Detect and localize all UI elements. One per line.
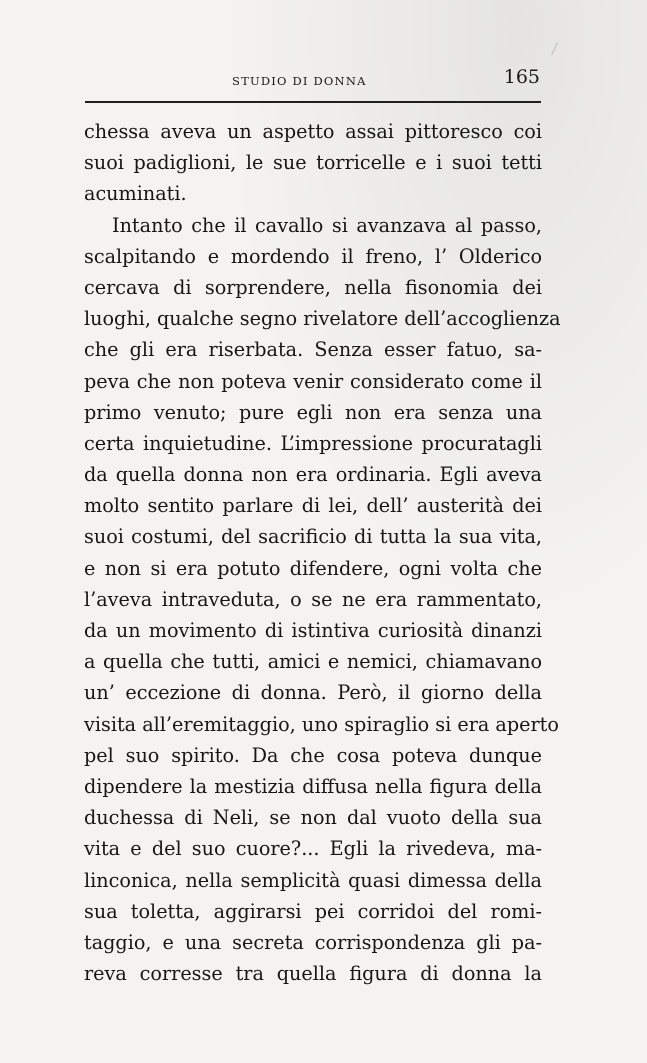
text-line: reva corresse tra quella figura di donna la <box>84 962 542 986</box>
text-line: a quella che tutti, amici e nemici, chiamavano <box>84 650 542 674</box>
text-line: suoi costumi, del sacrificio di tutta la sua vita, <box>84 525 542 549</box>
text-line: l’aveva intraveduta, o se ne era rammentato, <box>84 587 542 611</box>
header-rule <box>85 101 541 103</box>
text-line: primo venuto; pure egli non era senza una <box>84 400 542 424</box>
text-line: duchessa di Neli, se non dal vuoto della sua <box>84 806 542 830</box>
text-line: certa inquietudine. L’impressione procuratagli <box>84 431 542 455</box>
text-line: Intanto che il cavallo si avanzava al passo, <box>112 213 542 237</box>
text-line: dipendere la mestizia diffusa nella figura della <box>84 774 542 798</box>
body-text <box>84 116 561 989</box>
text-line: luoghi, qualche segno rivelatore dell’accoglienza <box>84 307 561 331</box>
text-line: molto sentito parlare di lei, dell’ austerità dei <box>84 494 542 518</box>
page-blemish <box>551 42 558 55</box>
text-line: acuminati. <box>84 182 187 206</box>
text-line: cercava di sorprendere, nella fisonomia dei <box>84 275 542 299</box>
text-line: un’ eccezione di donna. Però, il giorno della <box>84 681 542 705</box>
text-line: che gli era riserbata. Senza esser fatuo, sa- <box>84 338 542 362</box>
text-line: pel suo spirito. Da che cosa poteva dunque <box>84 743 542 767</box>
text-line: vita e del suo cuore?... Egli la rivedeva, ma- <box>84 837 542 861</box>
running-head <box>84 66 542 92</box>
paragraph <box>84 116 542 210</box>
text-line: taggio, e una secreta corrispondenza gli pa- <box>84 930 542 954</box>
text-line: suoi padiglioni, le sue torricelle e i suoi tetti <box>84 151 542 175</box>
text-line: linconica, nella semplicità quasi dimessa della <box>84 868 542 892</box>
page-number: 165 <box>503 66 540 88</box>
text-line: da un movimento di istintiva curiosità dinanzi <box>84 619 542 642</box>
paragraph <box>84 210 561 990</box>
text-line: chessa aveva un aspetto assai pittoresco coi <box>84 120 542 143</box>
text-line: visita all’eremitaggio, uno spiraglio si era aperto <box>84 712 559 736</box>
text-line: da quella donna non era ordinaria. Egli aveva <box>84 463 542 487</box>
text-line: e non si era potuto difendere, ogni volta che <box>84 556 542 580</box>
text-line: scalpitando e mordendo il freno, l’ Olderico <box>84 244 542 268</box>
text-line: peva che non poteva venir considerato come il <box>84 369 542 393</box>
text-line: sua toletta, aggirarsi pei corridoi del romi- <box>84 899 542 923</box>
running-title: STUDIO DI DONNA <box>232 74 367 88</box>
